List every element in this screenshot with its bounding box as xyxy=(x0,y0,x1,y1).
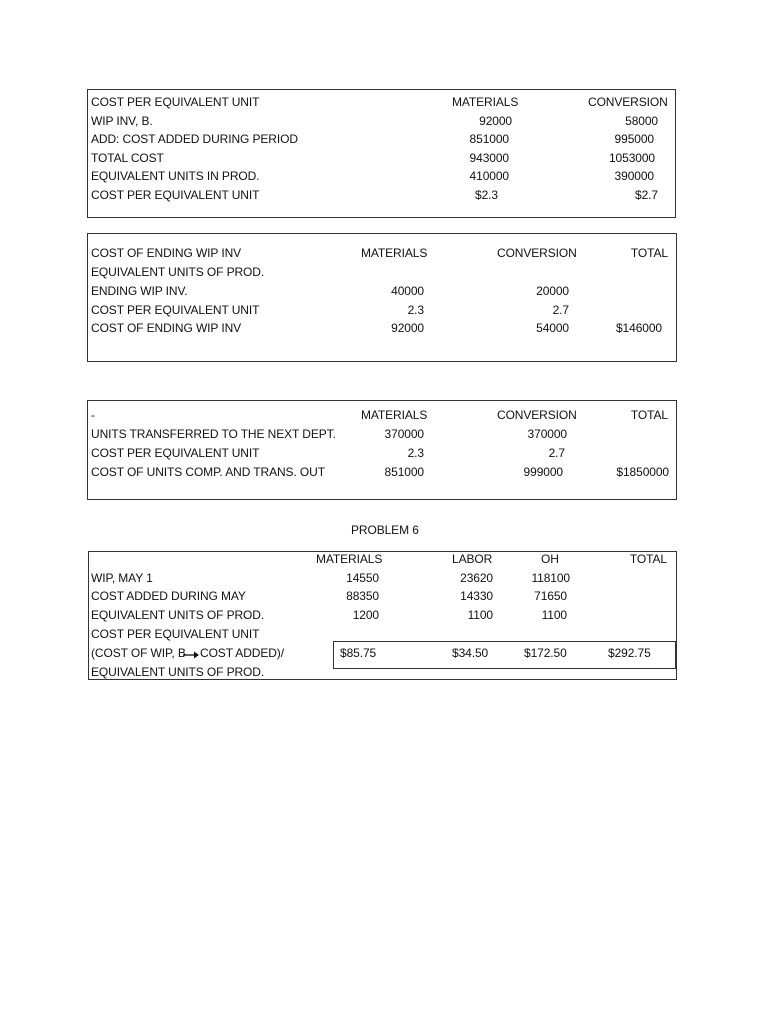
section1-header-label: COST PER EQUIVALENT UNIT xyxy=(91,95,260,109)
p6-result-oh: $172.50 xyxy=(524,646,567,660)
section3-header-conversion: CONVERSION xyxy=(497,408,577,422)
section2-header-total: TOTAL xyxy=(630,246,668,260)
p6-row-materials: 88350 xyxy=(346,589,379,603)
section2-row-label: EQUIVALENT UNITS OF PROD. xyxy=(91,265,265,279)
section2-row-total: $146000 xyxy=(615,321,662,335)
section3-row-label: UNITS TRANSFERRED TO THE NEXT DEPT. xyxy=(91,427,336,441)
p6-note-line2a: (COST OF WIP, B xyxy=(91,646,186,660)
section2-row-materials: 40000 xyxy=(391,284,424,298)
p6-note-line3: EQUIVALENT UNITS OF PROD. xyxy=(91,665,265,679)
p6-note-line2b: COST ADDED)/ xyxy=(200,646,284,660)
section3-row-materials: 370000 xyxy=(384,427,424,441)
p6-result-total: $292.75 xyxy=(608,646,651,660)
p6-note-line1: COST PER EQUIVALENT UNIT xyxy=(91,627,260,641)
p6-row-labor: 1100 xyxy=(467,608,493,622)
section1-row-materials: $2.3 xyxy=(475,188,498,202)
p6-row-materials: 1200 xyxy=(352,608,379,622)
section1-row-label: COST PER EQUIVALENT UNIT xyxy=(91,188,260,202)
section2-header-conversion: CONVERSION xyxy=(497,246,577,260)
section2-row-conversion: 54000 xyxy=(536,321,569,335)
section1-row-label: EQUIVALENT UNITS IN PROD. xyxy=(91,169,260,183)
section3-row-conversion: 999000 xyxy=(523,465,563,479)
section3-header-total: TOTAL xyxy=(630,408,668,422)
p6-row-labor: 23620 xyxy=(460,571,493,585)
p6-header-total: TOTAL xyxy=(629,552,667,566)
section2-row-conversion: 20000 xyxy=(536,284,569,298)
p6-result-materials: $85.75 xyxy=(340,646,377,660)
arrow-right-icon xyxy=(182,650,200,660)
section2-row-label: COST PER EQUIVALENT UNIT xyxy=(91,303,260,317)
section1-row-conversion: 390000 xyxy=(614,169,654,183)
p6-row-oh: 71650 xyxy=(534,589,567,603)
section1-row-conversion: $2.7 xyxy=(635,188,658,202)
section2-row-materials: 92000 xyxy=(391,321,424,335)
section1-header-materials: MATERIALS xyxy=(452,95,519,109)
p6-row-label: COST ADDED DURING MAY xyxy=(91,589,246,603)
section2-row-label: ENDING WIP INV. xyxy=(91,284,188,298)
section2-row-label: COST OF ENDING WIP INV xyxy=(91,321,242,335)
problem-title: PROBLEM 6 xyxy=(351,523,419,537)
section1-header-conversion: CONVERSION xyxy=(588,95,668,109)
section2-header-materials: MATERIALS xyxy=(361,246,428,260)
p6-row-oh: 1100 xyxy=(541,608,567,622)
section1-row-label: TOTAL COST xyxy=(91,151,164,165)
section2-header-label: COST OF ENDING WIP INV xyxy=(91,246,242,260)
p6-row-label: EQUIVALENT UNITS OF PROD. xyxy=(91,608,265,622)
section1-row-conversion: 58000 xyxy=(625,114,658,128)
section1-row-conversion: 1053000 xyxy=(608,151,655,165)
section1-row-materials: 851000 xyxy=(469,132,509,146)
p6-row-labor: 14330 xyxy=(460,589,493,603)
section3-row-materials: 2.3 xyxy=(407,446,424,460)
section3-row-conversion: 2.7 xyxy=(548,446,565,460)
p6-header-materials: MATERIALS xyxy=(316,552,383,566)
section1-row-conversion: 995000 xyxy=(614,132,654,146)
p6-row-oh: 118100 xyxy=(531,571,570,585)
p6-row-materials: 14550 xyxy=(346,571,379,585)
section3-row-total: $1850000 xyxy=(616,465,669,479)
section2-row-materials: 2.3 xyxy=(407,303,424,317)
section3-row-materials: 851000 xyxy=(384,465,424,479)
p6-row-label: WIP, MAY 1 xyxy=(91,571,153,585)
section1-row-materials: 410000 xyxy=(469,169,509,183)
section1-row-label: ADD: COST ADDED DURING PERIOD xyxy=(91,132,298,146)
section3-header-materials: MATERIALS xyxy=(361,408,428,422)
p6-header-oh: OH xyxy=(541,552,559,566)
p6-result-labor: $34.50 xyxy=(452,646,489,660)
section1-row-label: WIP INV, B. xyxy=(91,114,153,128)
section3-row-label: COST PER EQUIVALENT UNIT xyxy=(91,446,260,460)
section3-row-conversion: 370000 xyxy=(527,427,567,441)
section3-header-label: - xyxy=(91,408,95,422)
p6-header-labor: LABOR xyxy=(452,552,493,566)
section3-row-label: COST OF UNITS COMP. AND TRANS. OUT xyxy=(91,465,325,479)
section1-row-materials: 92000 xyxy=(479,114,512,128)
section1-row-materials: 943000 xyxy=(469,151,509,165)
section2-row-conversion: 2.7 xyxy=(552,303,569,317)
